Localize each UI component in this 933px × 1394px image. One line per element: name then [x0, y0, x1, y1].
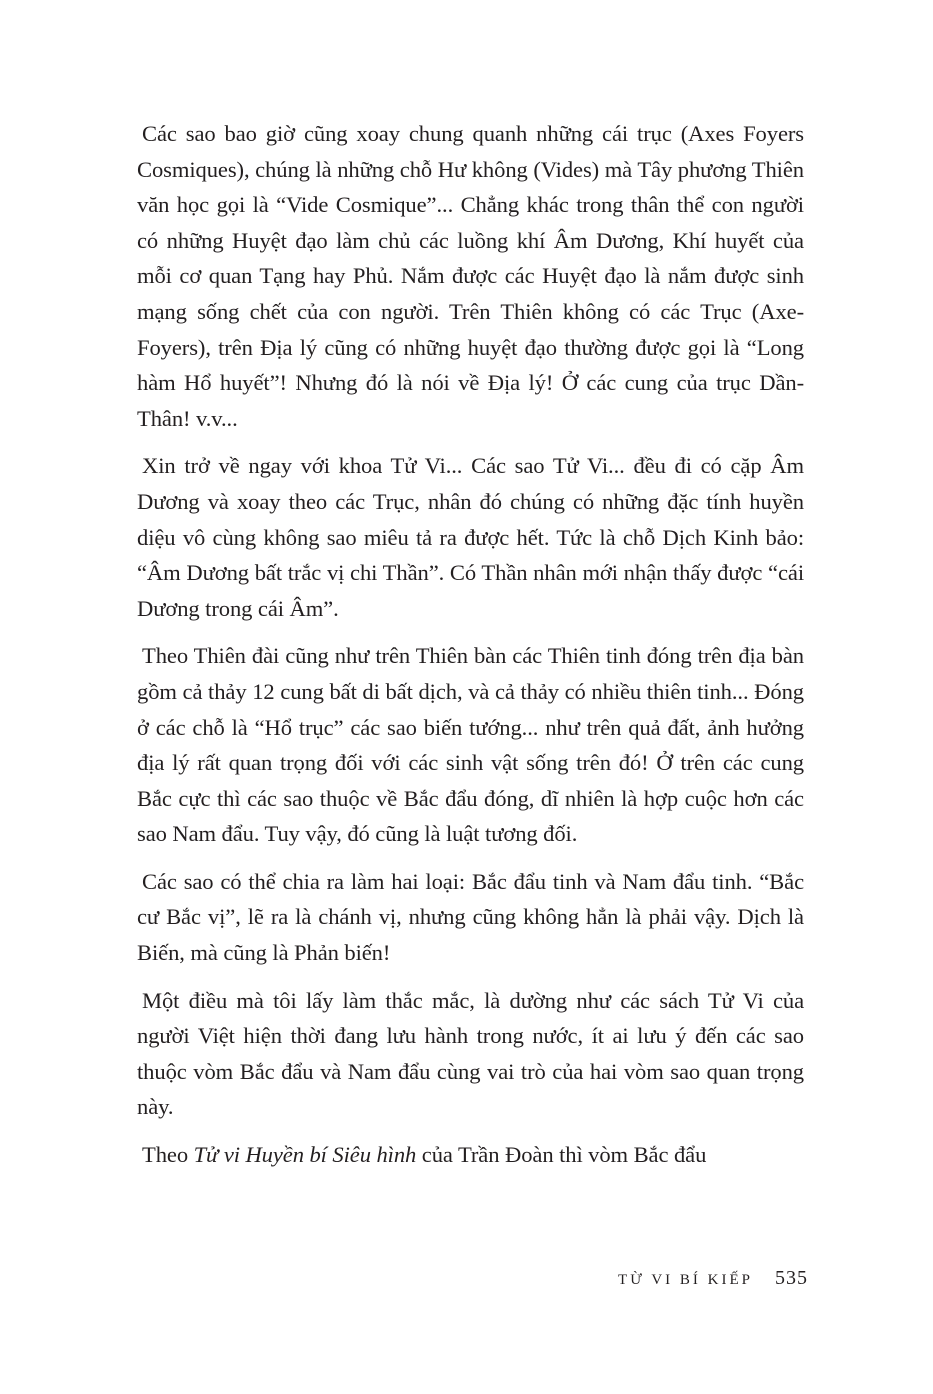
paragraph-tu-vi-am-duong: Xin trở về ngay với khoa Tử Vi... Các sao Tử Vi... đều đi có cặp Âm Dương và xoay theo các Trục, nhân đó chúng có những đặc tính huyền diệu vô cùng không sao miêu tả ra được hết. Tức là chỗ Dịch Kinh bảo: “Âm Dương bất trắc vị chi Thần”. Có Thần nhân mới nhận thấy được “cái Dương trong cái Âm”.: [137, 453, 804, 621]
running-title: TỪ VI BÍ KIẾP: [618, 1272, 753, 1288]
page-number: 535: [775, 1267, 808, 1289]
paragraph-axes-cosmiques: Các sao bao giờ cũng xoay chung quanh những cái trục (Axes Foyers Cosmiques), chúng là những chỗ Hư không (Vides) mà Tây phương Thiên văn học gọi là “Vide Cosmique”... Chẳng khác trong thân thể con người có những Huyệt đạo làm chủ các luồng khí Âm Dương, Khí huyết của mỗi cơ quan Tạng hay Phủ. Nắm được các Huyệt đạo là nắm được sinh mạng sống chết của con người. Trên Thiên không có các Trục (Axe-Foyers), trên Địa lý cũng có những huyệt đạo thường được gọi là “Long hàm Hổ huyết”! Nhưng đó là nói về Địa lý! Ở các cung của trục Dần-Thân! v.v...: [137, 121, 804, 431]
paragraph-thien-dai: Theo Thiên đài cũng như trên Thiên bàn các Thiên tinh đóng trên địa bàn gồm cả thảy 12 cung bất di bất dịch, và cả thảy có nhiều thiên tinh... Đóng ở các chỗ là “Hổ trục” các sao biến tướng... như trên quả đất, ảnh hưởng địa lý rất quan trọng đối với các sinh vật sống trên đó! Ở trên các cung Bắc cực thì các sao thuộc về Bắc đẩu đóng, dĩ nhiên là hợp cuộc hơn các sao Nam đẩu. Tuy vậy, đó cũng là luật tương đối.: [137, 643, 804, 847]
paragraph-thac-mac: Một điều mà tôi lấy làm thắc mắc, là dường như các sách Tử Vi của người Việt hiện thời đang lưu hành trong nước, ít ai lưu ý đến các sao thuộc vòm Bắc đẩu và Nam đẩu cùng vai trò của hai vòm sao quan trọng này.: [137, 987, 804, 1120]
page-body: [137, 116, 804, 1185]
page-footer: [618, 1267, 808, 1290]
paragraph-text-before: Theo: [142, 1142, 194, 1168]
paragraph-theo-tran-doan: [137, 1137, 804, 1173]
paragraph-text-after: của Trần Đoàn thì vòm Bắc đẩu: [416, 1142, 707, 1168]
paragraph-bac-nam-dau: Các sao có thể chia ra làm hai loại: Bắc đẩu tinh và Nam đẩu tinh. “Bắc cư Bắc vị”, lẽ ra là chánh vị, nhưng cũng không hẳn là phải vậy. Dịch là Biến, mà cũng là Phản biến!: [137, 868, 804, 966]
book-title-italic: Tử vi Huyền bí Siêu hình: [193, 1142, 417, 1168]
